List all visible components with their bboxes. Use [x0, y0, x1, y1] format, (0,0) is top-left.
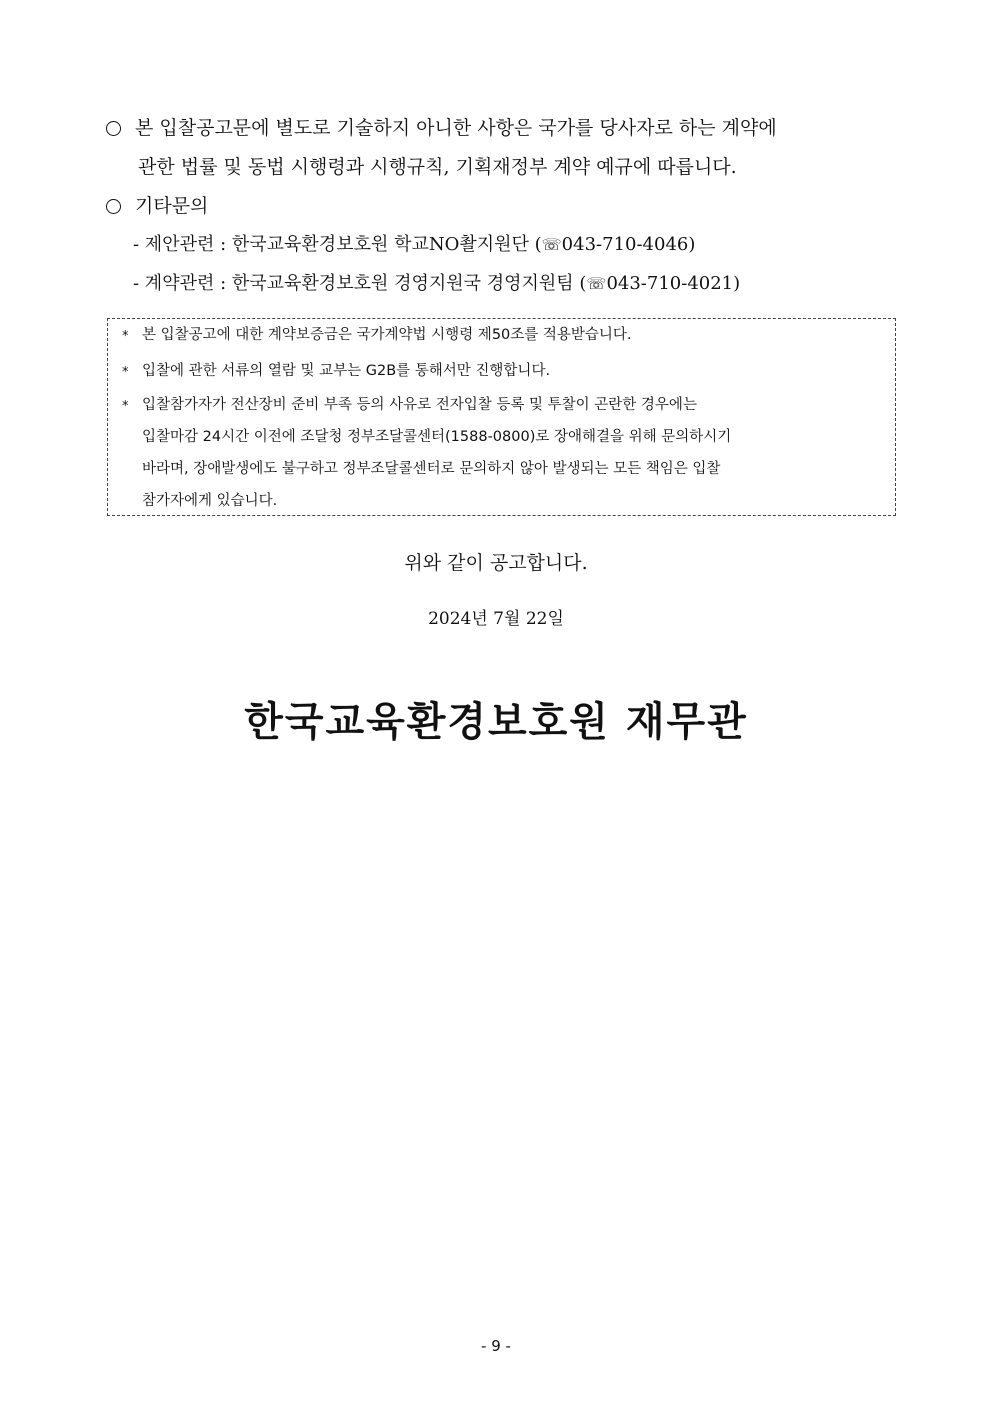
- clause-text-line2: 관한 법률 및 동법 시행령과 시행규칙, 기획재정부 계약 예규에 따릅니다.: [138, 156, 737, 178]
- clause-other-inquiry: [106, 193, 898, 219]
- asterisk-icon: *: [122, 329, 129, 344]
- signer-title: 한국교육환경보호원 재무관: [244, 698, 748, 745]
- phone-number-proposal: 043-710-4046: [561, 234, 689, 255]
- clause-inquiry-heading: 기타문의: [135, 195, 209, 217]
- circle-bullet-icon: [106, 121, 121, 136]
- inquiry-proposal: - 제안관련 : 한국교육환경보호원 학교NO촬지원단 (☏043-710-4046): [133, 234, 696, 255]
- note-g2b: * 입찰에 관한 서류의 열람 및 교부는 G2B를 통해서만 진행합니다.: [122, 355, 892, 389]
- phone-number-contract: 043-710-4021: [606, 273, 734, 294]
- announcement-date: 2024년 7월 22일: [428, 609, 564, 629]
- note-call-center-line4: 참가자에게 있습니다.: [142, 493, 278, 509]
- note-call-center-line2: 입찰마감 24시간 이전에 조달청 정부조달콜센터(1588-0800)로 장애해결을 위해 문의하시기: [142, 429, 732, 445]
- note-deposit: * 본 입찰공고에 대한 계약보증금은 국가계약법 시행령 제50조를 적용받습니다.: [122, 319, 892, 353]
- page-number: - 9 -: [481, 1337, 511, 1355]
- clause-text-line1: 본 입찰공고문에 별도로 기술하지 아니한 사항은 국가를 당사자로 하는 계약에: [135, 117, 777, 139]
- inquiry-contract: - 계약관련 : 한국교육환경보호원 경영지원국 경영지원팀 (☏043-710-4021): [133, 273, 741, 294]
- note-call-center: * 입찰참가자가 전산장비 준비 부족 등의 사유로 전자입찰 등록 및 투찰이 곤란한 경우에는: [122, 389, 892, 423]
- asterisk-icon: *: [122, 365, 129, 380]
- asterisk-icon: *: [122, 399, 129, 414]
- notice-box: [107, 318, 896, 516]
- circle-bullet-icon: [106, 199, 121, 214]
- phone-icon: ☏: [586, 274, 607, 293]
- clause-contract-law: [106, 115, 898, 141]
- note-call-center-line3: 바라며, 장애발생에도 불구하고 정부조달콜센터로 문의하지 않아 발생되는 모든 책임은 입찰: [142, 461, 721, 477]
- closing-statement: 위와 같이 공고합니다.: [404, 552, 588, 574]
- phone-icon: ☏: [541, 235, 562, 254]
